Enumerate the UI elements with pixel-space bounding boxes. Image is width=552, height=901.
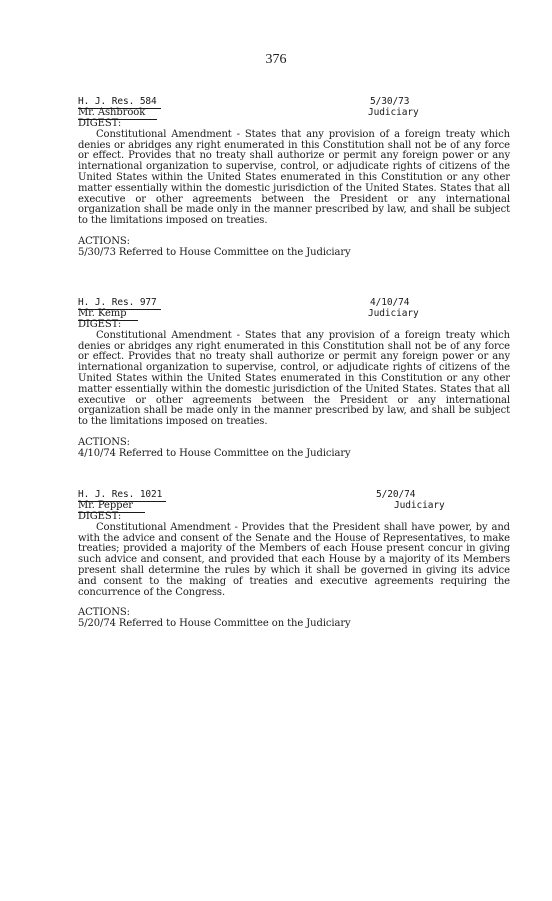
bill-date: 5/30/73: [370, 96, 410, 107]
action-item: 4/10/74 Referred to House Committee on the Judiciary: [78, 447, 351, 459]
bill-sponsor-row: [78, 309, 510, 320]
bill-committee: Judiciary: [368, 107, 419, 118]
bill-header: [78, 490, 510, 501]
digest-text: Constitutional Amendment - States that any provision of a foreign treaty which denies or abridges any right enumerated in this Constitution shall not be of any force or effect. Provides that no treaty shall authorize or permit any foreign power or any international organization to supervise, control, or adjudicate rights of citizens of the United States within the United States enumerated in this Constitution or any other matter essentially within the domestic jurisdiction of the United States. States that all executive or other agreements between the President or any international organization shall be made only in the manner prescribed by law, and shall be subject to the limitations imposed on treaties.: [78, 128, 510, 227]
bill-entry: [78, 298, 510, 460]
actions-label: ACTIONS:: [78, 436, 130, 448]
bill-sponsor: Mr. Kemp: [78, 309, 138, 321]
bill-sponsor: Mr. Pepper: [78, 501, 145, 513]
digest-label: DIGEST:: [78, 319, 122, 330]
bill-sponsor-row: [78, 108, 510, 119]
bill-header: [78, 298, 510, 309]
bill-committee: Judiciary: [394, 500, 445, 511]
bill-number: H. J. Res. 977: [78, 298, 161, 310]
actions-section: [78, 438, 510, 460]
actions-label: ACTIONS:: [78, 235, 130, 247]
page-number: 376: [265, 52, 287, 67]
action-item: 5/20/74 Referred to House Committee on the Judiciary: [78, 618, 351, 630]
bill-committee: Judiciary: [368, 308, 419, 319]
action-item: 5/30/73 Referred to House Committee on the Judiciary: [78, 246, 351, 258]
bill-entry: [78, 97, 510, 259]
actions-section: [78, 608, 510, 630]
bill-sponsor-row: [78, 501, 510, 512]
bill-number: H. J. Res. 584: [78, 97, 161, 109]
actions-label: ACTIONS:: [78, 607, 130, 619]
actions-section: [78, 237, 510, 259]
bill-date: 4/10/74: [370, 297, 410, 308]
digest-label: DIGEST:: [78, 118, 122, 129]
bill-entry: [78, 490, 510, 630]
bill-sponsor: Mr. Ashbrook: [78, 108, 157, 120]
bill-number: H. J. Res. 1021: [78, 490, 166, 502]
digest-text: Constitutional Amendment - States that any provision of a foreign treaty which denies or abridges any right enumerated in this Constitution shall not be of any force or effect. Provides that no treaty shall authorize or permit any foreign power or any international organization to supervise, control, or adjudicate rights of citizens of the United States within the United States enumerated in this Constitution or any other matter essentially within the domestic jurisdiction of the United States. States that all executive or other agreements between the President or any international organization shall be made only in the manner prescribed by law, and shall be subject to the limitations imposed on treaties.: [78, 329, 510, 428]
digest-text: Constitutional Amendment - Provides that the President shall have power, by and with the advice and consent of the Senate and the House of Representatives, to make treaties; provided a majority of the Members of each House present concur in giving such advice and consent, and provided that each House by a majority of its Members present shall determine the rules by which it shall be governed in giving its advice and consent to the making of treaties and executive agreements requiring the concurrence of the Congress.: [78, 521, 510, 598]
digest-label: DIGEST:: [78, 511, 122, 522]
bill-date: 5/20/74: [376, 489, 416, 500]
